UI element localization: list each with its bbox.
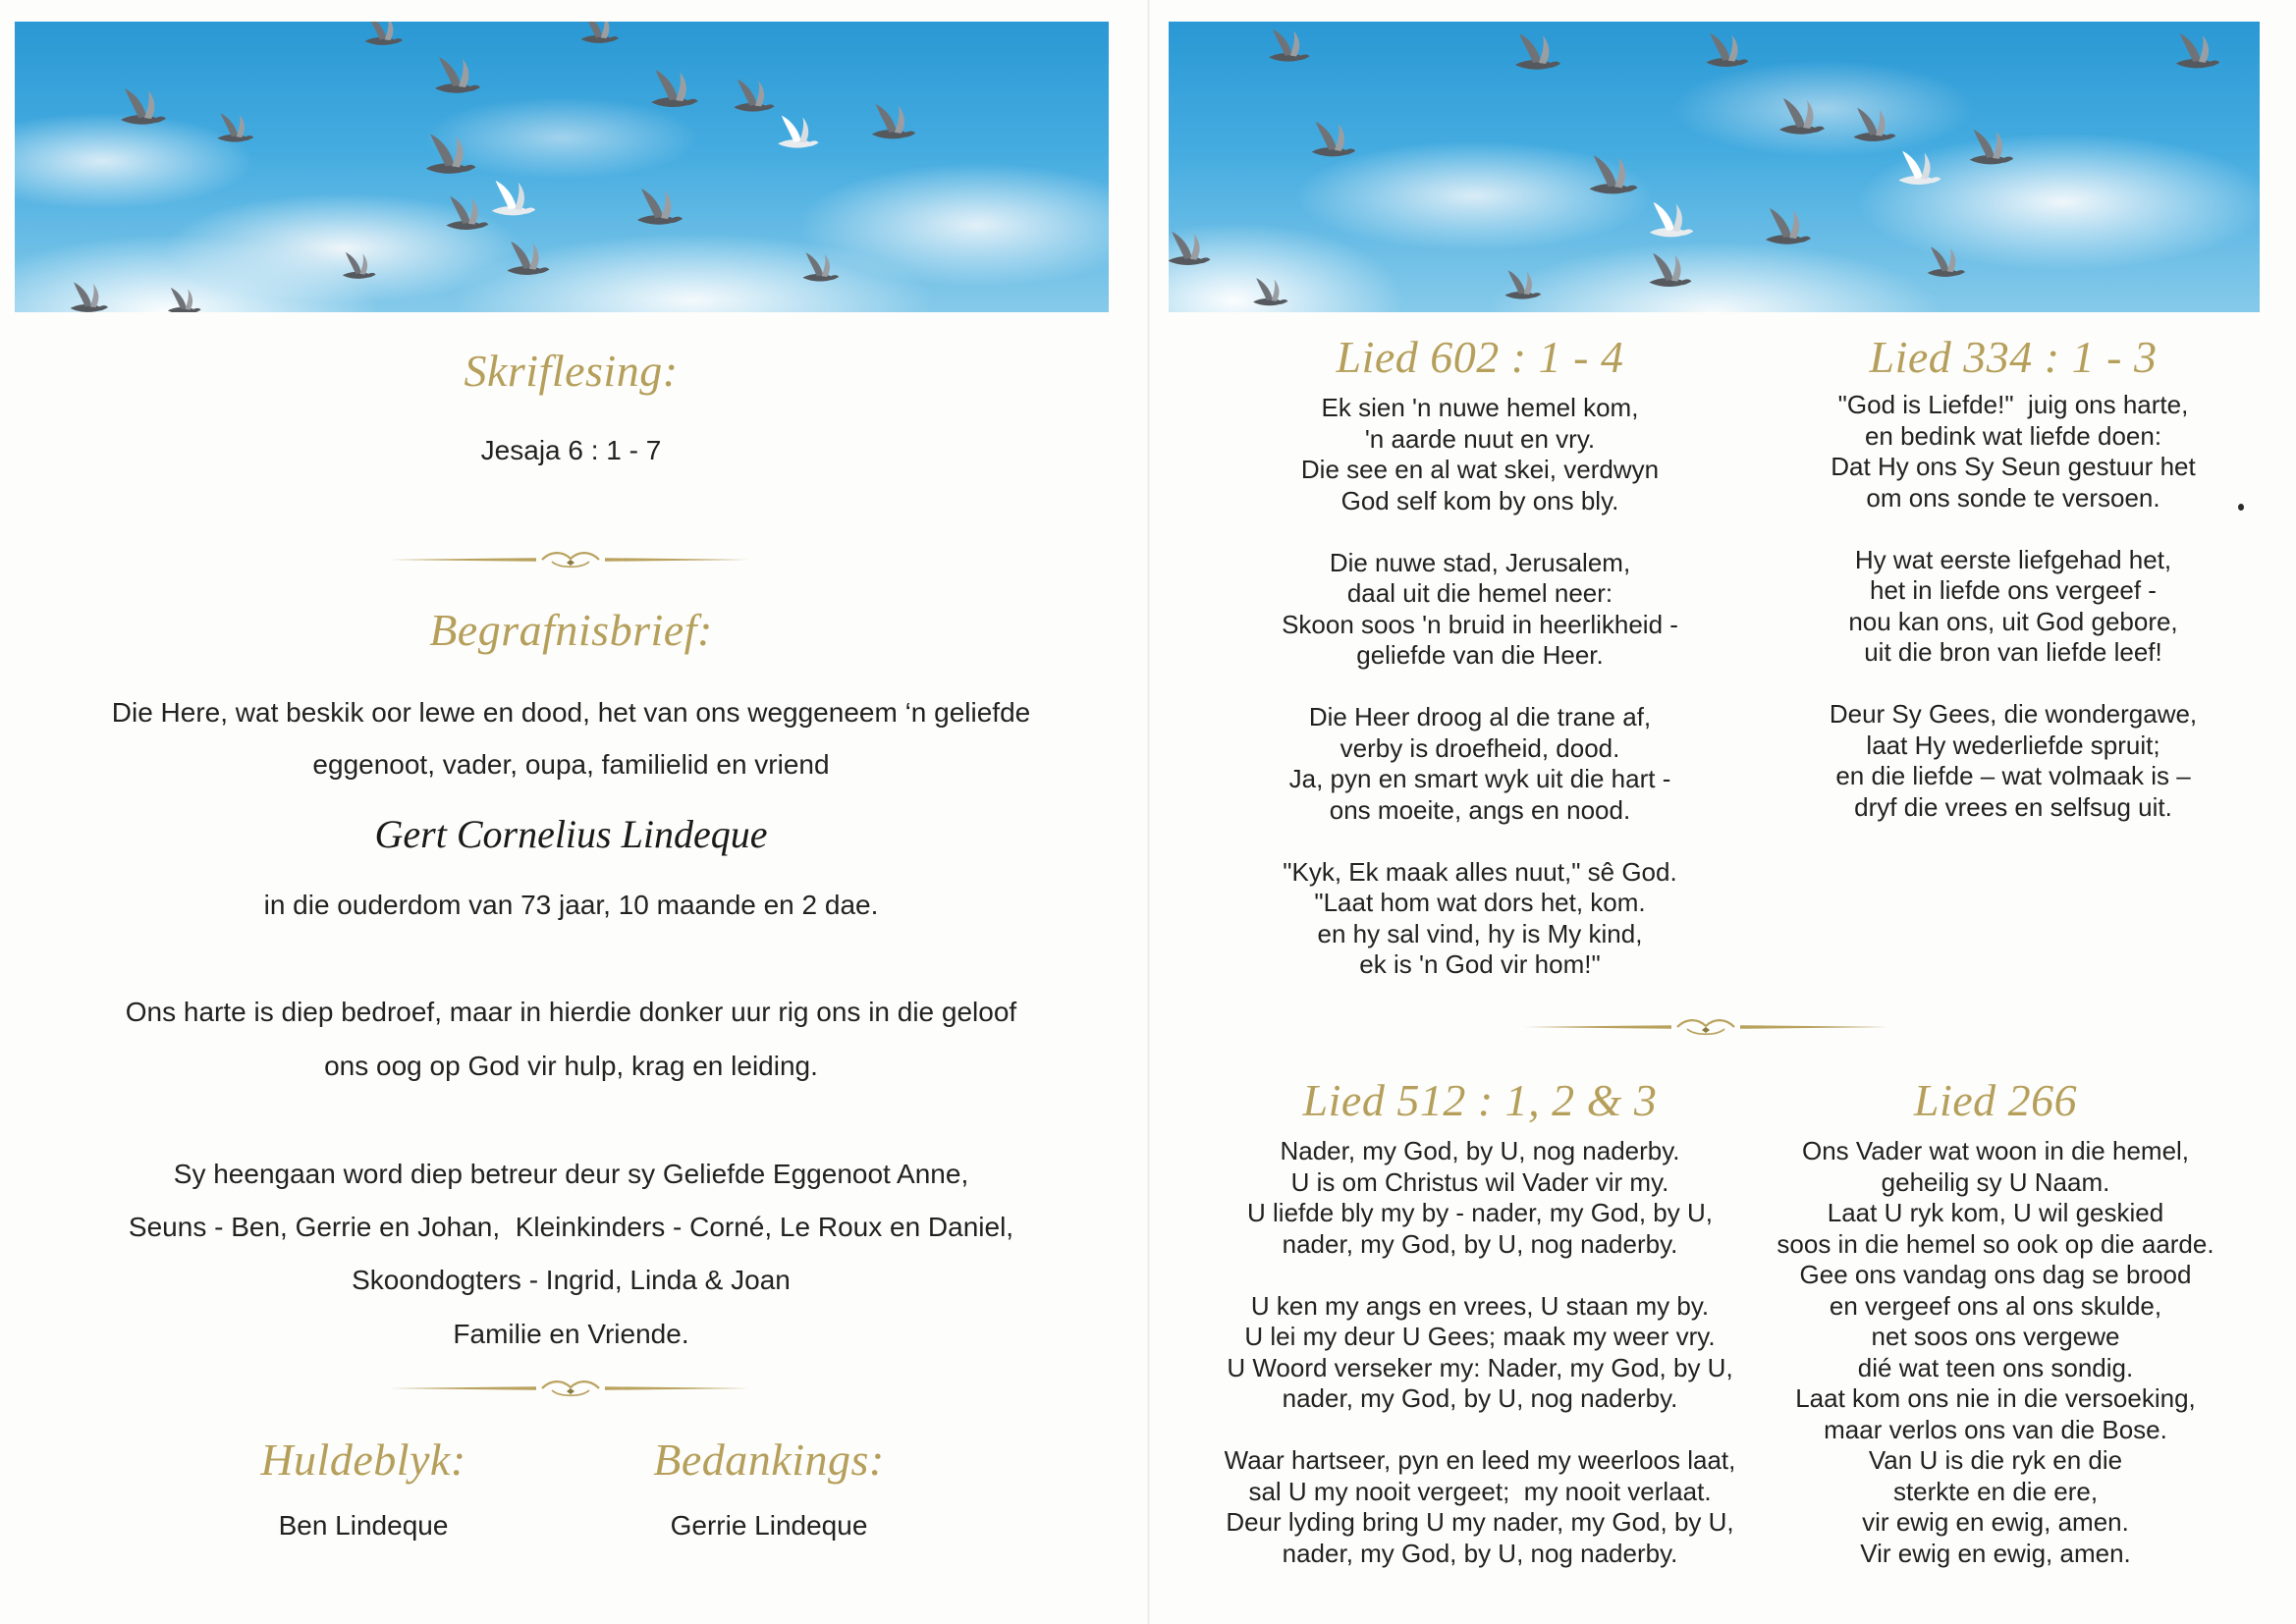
hymn-line: "Laat hom wat dors het, kom.	[1314, 888, 1646, 917]
bird	[651, 70, 698, 107]
hymn-line: God self kom by ons bly.	[1340, 485, 1619, 515]
bird	[1590, 155, 1638, 193]
bird	[492, 181, 535, 215]
stanza	[1205, 1445, 1755, 1569]
mourners-line: Familie en Vriende.	[453, 1319, 689, 1349]
bird	[1766, 208, 1811, 244]
bird	[507, 242, 549, 275]
bird	[1312, 122, 1355, 156]
hymn-line: Die nuwe stad, Jerusalem,	[1329, 547, 1631, 577]
bird	[1706, 33, 1748, 67]
hymn-line: Dat Hy ons Sy Seun gestuur het	[1831, 452, 2196, 481]
funeral-letter-line: Die Here, wat beskik oor lewe en dood, het van ons weggeneem ‘n geliefde	[111, 697, 1031, 728]
scripture-reference: Jesaja 6 : 1 - 7	[480, 435, 662, 465]
hymn-line: Nader, my God, by U, nog naderby.	[1280, 1136, 1680, 1165]
hymn-line: Waar hartseer, pyn en leed my weerloos laat,	[1224, 1445, 1736, 1475]
hymn-line: vir ewig en ewig, amen.	[1862, 1507, 2129, 1537]
hymn-602-text	[1205, 393, 1755, 981]
stanza	[1205, 1291, 1755, 1415]
hymn-line: "God is Liefde!" juig ons harte,	[1837, 390, 2189, 419]
stanza	[1777, 545, 2249, 669]
hymn-line: daal uit die hemel neer:	[1346, 578, 1613, 608]
bird	[1504, 270, 1541, 298]
bird	[217, 113, 253, 141]
hymn-line: "Kyk, Ek maak alles nuut," sê God.	[1283, 856, 1677, 887]
bird	[1515, 33, 1560, 70]
mourners-line: Sy heengaan word diep betreur deur sy Geliefde Eggenoot Anne,	[173, 1159, 969, 1189]
hymn-line: Van U is die ryk en die	[1868, 1445, 2123, 1475]
bird	[734, 80, 774, 112]
funeral-letter-heading: Begrafnisbrief:	[429, 605, 713, 655]
flying-birds-picture	[15, 22, 1109, 312]
hymn-line: en die liefde – wat volmaak is –	[1835, 761, 2191, 790]
bird	[1649, 253, 1691, 287]
stanza	[1760, 1136, 2231, 1569]
hymn-334-title: Lied 334 : 1 - 3	[1869, 332, 2158, 382]
hymn-266-title: Lied 266	[1913, 1075, 2078, 1125]
page-fold	[1147, 0, 1150, 1624]
bird	[1253, 278, 1287, 305]
hymn-602-title: Lied 602 : 1 - 4	[1336, 332, 1624, 382]
hymn-line: ons moeite, angs en nood.	[1329, 794, 1631, 825]
mourners-line: Skoondogters - Ingrid, Linda & Joan	[352, 1265, 791, 1295]
hymn-line: uit die bron van liefde leef!	[1864, 637, 2162, 667]
stanza	[1205, 702, 1755, 826]
flying-birds-picture	[1169, 22, 2260, 312]
hymn-line: nou kan ons, uit God gebore,	[1848, 606, 2178, 636]
stanza	[1205, 548, 1755, 672]
hymn-line: maar verlos ons van die Bose.	[1824, 1414, 2167, 1444]
hymn-line: net soos ons vergewe	[1871, 1322, 2120, 1351]
bird	[121, 88, 166, 125]
hymn-line: 'n aarde nuut en vry.	[1364, 423, 1596, 454]
stanza	[1777, 390, 2249, 514]
sky-with-birds-banner	[1169, 22, 2260, 312]
hymn-line: en bedink wat liefde doen:	[1864, 420, 2162, 451]
hymn-266-text	[1760, 1136, 2231, 1569]
bird	[1269, 29, 1309, 62]
hymn-line: Laat kom ons nie in die versoeking,	[1795, 1383, 2196, 1413]
bird	[446, 196, 488, 230]
hymn-line: dié wat teen ons sondig.	[1857, 1352, 2134, 1382]
ornament-divider	[1524, 1015, 1887, 1039]
scripture-reading-heading: Skriflesing:	[464, 346, 679, 396]
faith-line: ons oog op God vir hulp, krag en leiding.	[324, 1051, 818, 1081]
bird	[343, 252, 376, 279]
bird	[637, 189, 683, 225]
bird	[426, 134, 476, 173]
hymn-line: U liefde bly my by - nader, my God, by U,	[1247, 1198, 1713, 1227]
hymn-334-text	[1777, 390, 2249, 823]
bird	[1650, 202, 1693, 237]
bird	[802, 252, 839, 281]
stanza	[1777, 699, 2249, 823]
hymn-line: geliefde van die Heer.	[1356, 640, 1604, 670]
hymn-line: U is om Christus wil Vader vir my.	[1290, 1166, 1669, 1197]
bird	[1928, 246, 1965, 277]
tribute-speaker: Ben Lindeque	[278, 1510, 449, 1541]
hymn-line: Ja, pyn en smart wyk uit die hart -	[1288, 764, 1671, 793]
hymn-line: Vir ewig en ewig, amen.	[1860, 1538, 2131, 1568]
hymn-line: Die see en al wat skei, verdwyn	[1300, 455, 1660, 484]
hymn-512-text	[1205, 1136, 1755, 1569]
hymn-line: en vergeef ons al ons skulde,	[1829, 1290, 2162, 1321]
bird	[2176, 33, 2219, 68]
hymn-line: Die Heer droog al die trane af,	[1308, 702, 1652, 731]
hymn-line: laat Hy wederliefde spruit;	[1866, 730, 2160, 760]
hymn-line: en hy sal vind, hy is My kind,	[1317, 918, 1643, 948]
hymn-line: Deur lyding bring U my nader, my God, by U,	[1226, 1507, 1734, 1537]
bird	[1970, 130, 2013, 164]
deceased-name: Gert Cornelius Lindeque	[374, 812, 768, 856]
funeral-letter-line: eggenoot, vader, oupa, familielid en vriend	[312, 749, 830, 780]
hymn-line: sal U my nooit vergeet; my nooit verlaat.	[1248, 1476, 1712, 1506]
hymn-line: het in liefde ons vergeef -	[1870, 575, 2157, 605]
ornament-divider	[389, 1377, 752, 1400]
hymn-512-title: Lied 512 : 1, 2 & 3	[1302, 1075, 1658, 1125]
age-line: in die ouderdom van 73 jaar, 10 maande en 2 dae.	[263, 890, 879, 920]
hymn-line: Ons Vader wat woon in die hemel,	[1801, 1136, 2190, 1165]
faith-line: Ons harte is diep bedroef, maar in hierdie donker uur rig ons in die geloof	[125, 997, 1017, 1027]
hymn-line: Skoon soos 'n bruid in heerlikheid -	[1282, 609, 1678, 639]
hymn-line: Laat U ryk kom, U wil geskied	[1827, 1198, 2164, 1227]
sky-with-birds-banner	[15, 22, 1109, 312]
hymn-line: geheilig sy U Naam.	[1881, 1166, 2110, 1197]
hymn-line: nader, my God, by U, nog naderby.	[1282, 1538, 1678, 1568]
hymn-line: U ken my angs en vrees, U staan my by.	[1250, 1290, 1710, 1321]
hymn-line: nader, my God, by U, nog naderby.	[1282, 1383, 1678, 1413]
thanks-heading: Bedankings:	[653, 1435, 885, 1485]
hymn-line: Gee ons vandag ons dag se brood	[1799, 1260, 2192, 1289]
hymn-line: Deur Sy Gees, die wondergawe,	[1829, 699, 2198, 729]
bird	[1898, 151, 1941, 185]
hymn-line: dryf die vrees en selfsug uit.	[1854, 791, 2172, 822]
thanks-speaker: Gerrie Lindeque	[670, 1510, 868, 1541]
hymn-line: verby is droefheid, dood.	[1339, 732, 1620, 763]
stanza	[1205, 857, 1755, 981]
hymn-line: U lei my deur U Gees; maak my weer vry.	[1244, 1322, 1716, 1351]
tribute-heading: Huldeblyk:	[260, 1435, 466, 1485]
hymn-line: Hy wat eerste liefgehad het,	[1854, 544, 2172, 574]
stanza	[1205, 1136, 1755, 1260]
hymn-line: soos in die hemel so ook op die aarde.	[1777, 1228, 2214, 1259]
bird	[778, 116, 818, 148]
bird	[435, 57, 480, 93]
hymn-line: nader, my God, by U, nog naderby.	[1282, 1228, 1678, 1259]
hymn-line: ek is 'n God vir hom!"	[1359, 949, 1601, 979]
bird	[581, 22, 619, 43]
ornament-divider	[389, 548, 752, 571]
bird	[1853, 108, 1895, 141]
hymn-line: Ek sien 'n nuwe hemel kom,	[1321, 393, 1639, 422]
bird	[872, 104, 915, 138]
hymn-line: sterkte en die ere,	[1892, 1476, 2099, 1506]
mourners-line: Seuns - Ben, Gerrie en Johan, Kleinkinders - Corné, Le Roux en Daniel,	[128, 1212, 1014, 1242]
bird	[365, 22, 403, 45]
hymn-line: om ons sonde te versoen.	[1866, 482, 2160, 513]
bird	[1169, 232, 1210, 265]
bird	[168, 288, 201, 312]
hymn-line: U Woord verseker my: Nader, my God, by U,	[1227, 1352, 1733, 1382]
bird	[1779, 98, 1825, 135]
scan-speck	[2238, 504, 2244, 511]
bird	[71, 282, 108, 312]
stanza	[1205, 393, 1755, 516]
